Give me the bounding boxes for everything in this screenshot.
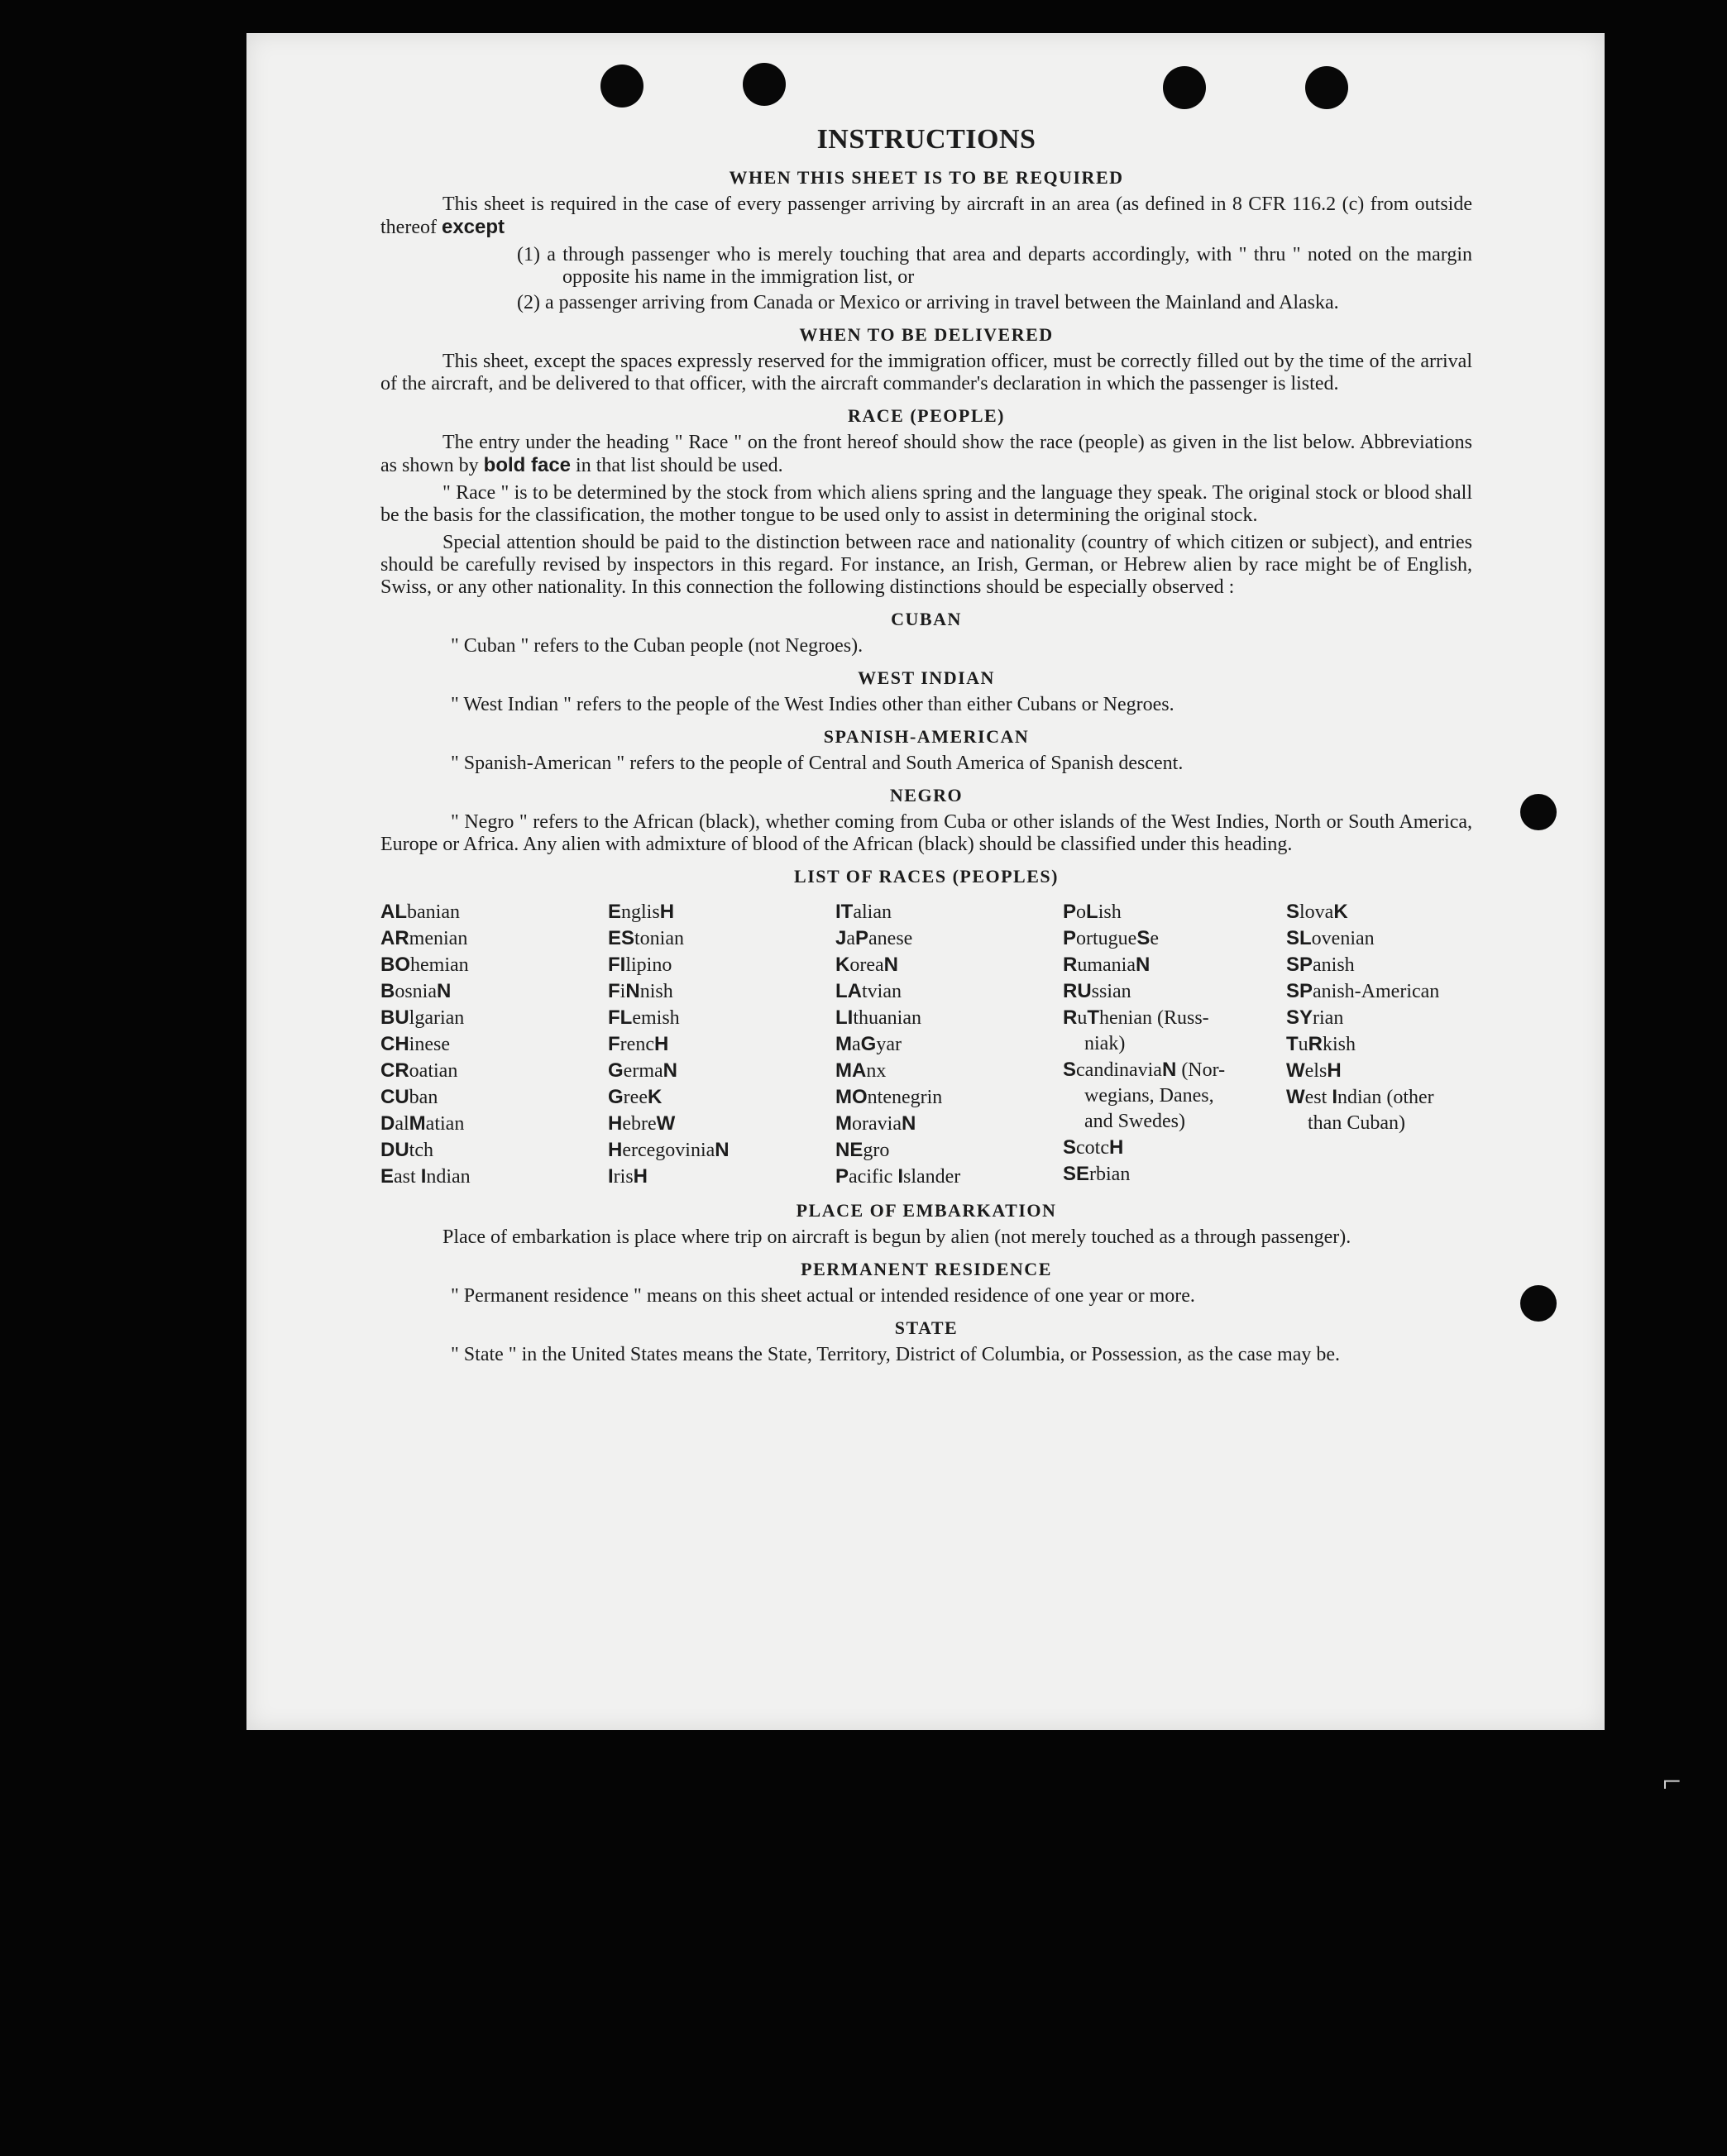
race-entry: NEgro <box>835 1139 890 1161</box>
section-heading: STATE <box>894 1317 959 1338</box>
scan-mark: ⌐ <box>1662 1762 1682 1800</box>
race-entry: Pacific Islander <box>835 1165 961 1188</box>
race-entry: LIthuanian <box>835 1006 921 1029</box>
section-heading: PERMANENT RESIDENCE <box>801 1259 1052 1279</box>
race-entry: MOntenegrin <box>835 1086 943 1108</box>
race-column <box>380 899 608 1190</box>
race-entry: MAnx <box>835 1059 887 1082</box>
race-entry: East Indian <box>380 1165 471 1188</box>
punch-hole <box>1520 794 1557 830</box>
paragraph: The entry under the heading " Race " on the front hereof should show the race (people) as given in the list below. Abbreviations as shown by bold face in that list should be used. <box>380 432 1472 476</box>
race-entry: FiNnish <box>608 980 673 1002</box>
section-heading: CUBAN <box>891 609 962 629</box>
race-column <box>608 899 835 1190</box>
race-entry: CHinese <box>380 1033 450 1055</box>
race-entry: IrisH <box>608 1165 648 1188</box>
paragraph: " Permanent residence " means on this sheet actual or intended residence of one year or more. <box>451 1285 1195 1307</box>
race-entry: FIlipino <box>608 954 672 976</box>
paragraph: " Cuban " refers to the Cuban people (not Negroes). <box>451 635 864 657</box>
paragraph: " Race " is to be determined by the stock from which aliens spring and the language they speak. The original stock or blood shall be the basis for the classification, the mother tongue to be used only to assist in determining the original stock. <box>380 482 1472 526</box>
punch-hole <box>600 65 643 108</box>
paragraph: " Spanish-American " refers to the people of Central and South America of Spanish descent. <box>451 753 1184 774</box>
race-entry: FrencH <box>608 1033 669 1055</box>
race-entry: BUlgarian <box>380 1006 465 1029</box>
race-entry: GreeK <box>608 1086 663 1108</box>
paragraph: " West Indian " refers to the people of the West Indies other than either Cubans or Negroes. <box>451 694 1174 715</box>
race-entry: West Indian (other than Cuban) <box>1286 1086 1434 1134</box>
race-entry: HercegoviniaN <box>608 1139 730 1161</box>
race-entry: BOhemian <box>380 954 469 976</box>
race-entry: BosniaN <box>380 980 452 1002</box>
list-item: (2) a passenger arriving from Canada or Mexico or arriving in travel between the Mainland and Alaska. <box>517 292 1339 313</box>
race-entry: MoraviaN <box>835 1112 916 1135</box>
race-entry: PortugueSe <box>1063 927 1159 949</box>
race-entry: LAtvian <box>835 980 902 1002</box>
page-title: INSTRUCTIONS <box>816 124 1036 155</box>
race-entry: DUtch <box>380 1139 433 1161</box>
section-heading: SPANISH-AMERICAN <box>823 726 1030 747</box>
race-entry: SlovaK <box>1286 901 1348 923</box>
race-entry: MaGyar <box>835 1033 902 1055</box>
paragraph: This sheet, except the spaces expressly reserved for the immigration officer, must be correctly filled out by the time of the arrival of the aircraft, and be delivered to that officer, with the aircraft commander's declaration in which the passenger is listed. <box>380 351 1472 394</box>
section-heading: RACE (PEOPLE) <box>848 405 1005 426</box>
paragraph: " Negro " refers to the African (black), whether coming from Cuba or other islands of the West Indies, North or South America, Europe or Africa. Any alien with admixture of blood of the African (black) should be classified under this heading. <box>380 811 1472 855</box>
race-entry: SLovenian <box>1286 927 1375 949</box>
race-entry: RumaniaN <box>1063 954 1151 976</box>
section-heading: LIST OF RACES (PEOPLES) <box>794 866 1059 887</box>
section-heading: PLACE OF EMBARKATION <box>796 1200 1057 1221</box>
race-entry: WelsH <box>1286 1059 1342 1082</box>
instructions-text <box>380 124 1472 1371</box>
race-entry: CUban <box>380 1086 438 1108</box>
race-entry: TuRkish <box>1286 1033 1356 1055</box>
punch-hole <box>1163 66 1206 109</box>
list-item: (1) a through passenger who is merely touching that area and departs accordingly, with " thru " noted on the margin opposite his name in the immigration list, or <box>517 244 1472 288</box>
race-entry: DalMatian <box>380 1112 465 1135</box>
race-entry: EnglisH <box>608 901 675 923</box>
race-entry: SYrian <box>1286 1006 1344 1029</box>
punch-hole <box>743 63 786 106</box>
paragraph: Special attention should be paid to the distinction between race and nationality (country of which citizen or subject), and entries should be carefully revised by inspectors in this regard. For instance, an Irish, German, or Hebrew alien by race might be of English, Swiss, or any other nationality. In this connection the following distinctions should be especially observed : <box>380 532 1472 598</box>
section-heading: NEGRO <box>889 785 964 806</box>
section-heading: WHEN THIS SHEET IS TO BE REQUIRED <box>729 167 1124 188</box>
paragraph: This sheet is required in the case of every passenger arriving by aircraft in an area (as defined in 8 CFR 116.2 (c) from outside thereof except <box>380 194 1472 238</box>
race-entry: FLemish <box>608 1006 680 1029</box>
race-entry: RuThenian (Russ- niak) <box>1063 1006 1209 1054</box>
race-entry: ScotcH <box>1063 1136 1124 1159</box>
section-heading: WEST INDIAN <box>858 667 995 688</box>
race-entry: ITalian <box>835 901 892 923</box>
punch-hole <box>1520 1285 1557 1322</box>
paragraph: Place of embarkation is place where trip on aircraft is begun by alien (not merely touched as a through passenger). <box>443 1226 1351 1248</box>
race-entry: KoreaN <box>835 954 898 976</box>
race-entry: SPanish-American <box>1286 980 1440 1002</box>
race-column <box>1286 899 1476 1190</box>
race-entry: JaPanese <box>835 927 913 949</box>
race-entry: GermaN <box>608 1059 677 1082</box>
section-heading: WHEN TO BE DELIVERED <box>799 324 1054 345</box>
race-column <box>835 899 1063 1190</box>
race-entry: EStonian <box>608 927 685 949</box>
paragraph: " State " in the United States means the State, Territory, District of Columbia, or Possession, as the case may be. <box>451 1344 1341 1365</box>
race-entry: ARmenian <box>380 927 468 949</box>
race-entry: ALbanian <box>380 901 460 923</box>
race-entry: SPanish <box>1286 954 1355 976</box>
race-entry: ScandinaviaN (Nor- wegians, Danes, and Swedes) <box>1063 1059 1226 1132</box>
race-entry: HebreW <box>608 1112 676 1135</box>
race-entry: PoLish <box>1063 901 1122 923</box>
race-entry: SErbian <box>1063 1163 1131 1185</box>
race-entry: CRoatian <box>380 1059 458 1082</box>
punch-hole <box>1305 66 1348 109</box>
race-entry: RUssian <box>1063 980 1131 1002</box>
race-list <box>380 899 1472 1190</box>
race-column <box>1063 899 1286 1190</box>
